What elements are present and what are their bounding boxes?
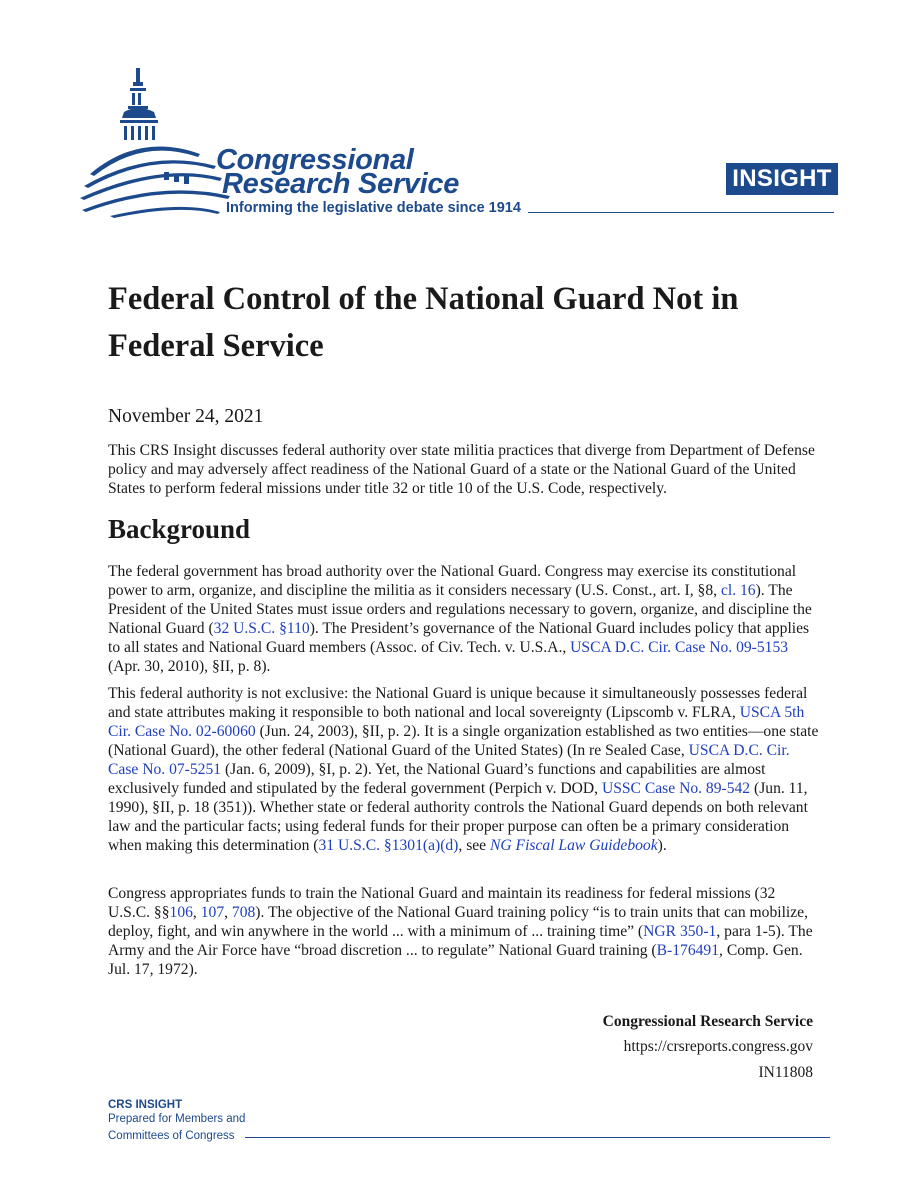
text-span: ). The objective of the National Guard training policy “is to train units that can mobilize, deploy, fight, and win anywhere in the world ... with a minimum of ... training time” (: [108, 904, 808, 940]
link-107[interactable]: 107: [200, 904, 225, 921]
intro-paragraph: This CRS Insight discusses federal authority over state militia practices that diverge from Department of Defense policy and may adversely affect readiness of the National Guard of a state or the National Guard of the United States to perform federal missions under title 32 or title 10 of the U.S. Code, respectively.: [108, 442, 815, 497]
link-ngr-350-1[interactable]: NGR 350-1: [643, 923, 717, 940]
header-rule: [528, 212, 834, 213]
link-32-usc-110[interactable]: 32 U.S.C. §110: [213, 620, 310, 637]
text-span: (Jun. 11, 1990), §II, p. 18 (351)). Whether state or federal authority controls the National Guard depends on both relevant law and the particular facts; using federal funds for their proper purpose can often be a primary consideration when making this determination (: [108, 780, 808, 854]
link-b-176491[interactable]: B-176491: [656, 942, 720, 959]
insight-badge: INSIGHT: [726, 163, 838, 195]
org-tagline: Informing the legislative debate since 1914: [226, 200, 521, 216]
footer-crs-insight-label: CRS INSIGHT: [108, 1099, 183, 1111]
footer-org-name: Congressional Research Service: [602, 1013, 813, 1030]
footer-prepared-line2: Committees of Congress: [108, 1130, 235, 1142]
link-case-07-5251[interactable]: USCA D.C. Cir. Case No. 07-5251: [108, 742, 790, 778]
footer-report-id: IN11808: [758, 1064, 813, 1081]
org-name-line2: Research Service: [222, 168, 460, 200]
background-paragraph-1: [108, 562, 820, 676]
text-span: (Jun. 24, 2003), §II, p. 2). It is a single organization established as two entities—one state (National Guard), the other federal (National Guard of the United States) (In re Sealed Case,: [108, 723, 819, 759]
link-case-02-60060[interactable]: USCA 5th Cir. Case No. 02-60060: [108, 704, 805, 740]
text-span: The federal government has broad authority over the National Guard. Congress may exercise its constitutional power to arm, organize, and discipline the militia as it considers necessary (U.S. Const., art. I, §8,: [108, 563, 797, 599]
background-paragraph-3: [108, 884, 820, 979]
text-span: ). The President’s governance of the National Guard includes policy that applies to all states and National Guard members (Assoc. of Civ. Tech. v. U.S.A.,: [108, 620, 810, 656]
link-106[interactable]: 106: [169, 904, 193, 921]
footer-url[interactable]: https://crsreports.congress.gov: [623, 1038, 813, 1055]
text-span: Congress appropriates funds to train the National Guard and maintain its readiness for federal missions (32 U.S.C. §§: [108, 885, 776, 921]
background-paragraph-2: [108, 684, 820, 855]
text-span: ,: [224, 904, 232, 921]
link-case-89-542[interactable]: USSC Case No. 89-542: [601, 780, 751, 797]
text-span: (Jan. 6, 2009), §I, p. 2). Yet, the National Guard’s functions and capabilities are almost exclusively funded and stipulated by the federal government (Perpich v. DOD,: [108, 761, 766, 797]
text-span: , see: [458, 837, 490, 854]
link-case-09-5153[interactable]: USCA D.C. Cir. Case No. 09-5153: [570, 639, 789, 656]
document-title: Federal Control of the National Guard Not in Federal Service: [108, 281, 739, 364]
link-708[interactable]: 708: [231, 904, 256, 921]
text-span: This federal authority is not exclusive: the National Guard is unique because it simultaneously possesses federal and state attributes making it responsible to both national and local sovereignty (Lipscomb v. FLRA,: [108, 685, 808, 721]
text-span: ,: [192, 904, 201, 921]
link-ng-fiscal-law-guidebook[interactable]: NG Fiscal Law Guidebook: [490, 837, 658, 854]
text-span: , para 1-5). The Army and the Air Force have “broad discretion ... to regulate” National Guard training (: [108, 923, 813, 959]
link-cl-16[interactable]: cl. 16: [720, 582, 756, 599]
text-span: ).: [657, 837, 667, 854]
footer-prepared-line1: Prepared for Members and: [108, 1113, 246, 1125]
text-span: ). The President of the United States must issue orders and regulations necessary to govern, organize, and discipline the National Guard (: [108, 582, 812, 637]
link-31-usc-1301[interactable]: 31 U.S.C. §1301(a)(d): [318, 837, 459, 854]
text-span: , Comp. Gen. Jul. 17, 1972).: [108, 942, 803, 978]
footer-rule: [245, 1137, 830, 1138]
text-span: (Apr. 30, 2010), §II, p. 8).: [108, 658, 271, 675]
section-heading-background: Background: [108, 514, 251, 544]
publication-date: November 24, 2021: [108, 406, 264, 427]
org-name-line1: Congressional: [216, 144, 414, 176]
